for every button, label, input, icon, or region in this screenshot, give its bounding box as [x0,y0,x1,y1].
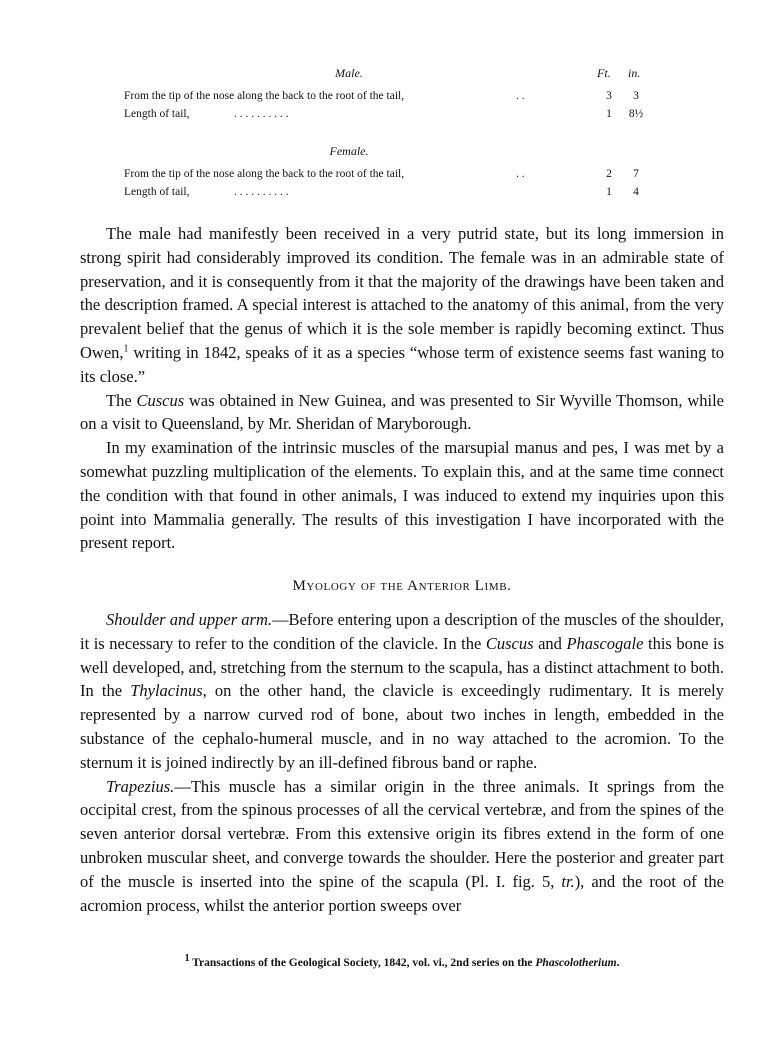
table-row [124,168,654,184]
paragraph: In my examination of the intrinsic muscles of the marsupial manus and pes, I was met by a somewhat puzzling multiplication of the elements. To explain this, and at the same time connect the condition with that found in other animals, I was induced to extend my inquiries upon this point into Mammalia generally. The results of this investigation I have incorporated with the present report. [80,438,724,553]
row-label: Length of tail, [124,186,190,198]
row-label: From the tip of the nose along the back to the root of the tail, [124,90,405,102]
column-header-inches: in. [628,66,641,80]
paragraph: Trapezius.—This muscle has a similar origin in the three animals. It springs from the occipital crest, from the spinous processes of all the cervical vertebræ, and from the spines of the seven anterior dorsal vertebræ. From this extensive origin its fibres extend in the form of one unbroken muscular sheet, and converge towards the shoulder. Here the posterior and greater part of the muscle is inserted into the spine of the scapula (Pl. I. fig. 5, tr.), and the root of the acromion process, whilst the anterior portion sweeps over [80,776,724,915]
footnote-marker: 1 [184,953,190,965]
dot-leaders: . . [516,90,525,102]
footnote: $^1$ Transactions of the Geological Society, 1842, vol. vi., 2nd series on the Phascolotherium. [184,953,620,969]
paragraph: The Cuscus was obtained in New Guinea, and was presented to Sir Wyville Thomson, while on a visit to Queensland, by Mr. Sheridan of Maryborough. [80,390,724,434]
table-row [124,186,654,202]
table-heading: Male. [335,66,363,80]
column-header-feet: Ft. [597,66,611,80]
section-heading: Myology of the Anterior Limb. [292,578,512,594]
value-inches: 3 [633,90,639,102]
body-text-block-2 [80,608,724,917]
table-row [124,90,654,106]
paragraph: The male had manifestly been received in a very putrid state, but its long immersion in strong spirit had considerably improved its condition. The female was in an admirable state of preservation, and it is consequently from it that the majority of the drawings have been taken and the description framed. A special interest is attached to the anatomy of this animal, from the very prevalent belief that the genus of which it is the sole member is rapidly becoming extinct. Thus Owen,$^1$ writing in 1842, speaks of it as a species “whose term of existence seems fast waning to its close.” [80,224,724,386]
value-inches: 4 [633,186,639,198]
value-inches: 7 [633,168,639,180]
row-label: From the tip of the nose along the back to the root of the tail, [124,168,405,180]
value-feet: 2 [606,168,612,180]
table-heading: Female. [329,144,369,158]
value-inches: 8½ [628,108,644,120]
value-feet: 1 [606,108,612,120]
value-feet: 3 [606,90,612,102]
dot-leaders: . . [516,168,525,180]
value-feet: 1 [606,186,612,198]
table-row [124,108,654,124]
dot-leaders: . . . . . . . . . . [234,186,289,198]
footnote-marker: 1 [123,343,129,355]
paragraph: Shoulder and upper arm.—Before entering upon a description of the muscles of the shoulder, it is necessary to refer to the condition of the clavicle. In the Cuscus and Phascogale this bone is well developed, and, stretching from the sternum to the scapula, has a distinct attachment to both. In the Thylacinus, on the other hand, the clavicle is exceedingly rudimentary. It is merely represented by a narrow curved rod of bone, about two inches in length, embedded in the substance of the cephalo-humeral muscle, and in no way attached to the acromion. To the sternum it is joined indirectly by an ill-defined fibrous band or raphe. [80,610,724,772]
body-text-block-1 [80,222,724,555]
row-label: Length of tail, [124,108,190,120]
dot-leaders: . . . . . . . . . . [234,108,289,120]
